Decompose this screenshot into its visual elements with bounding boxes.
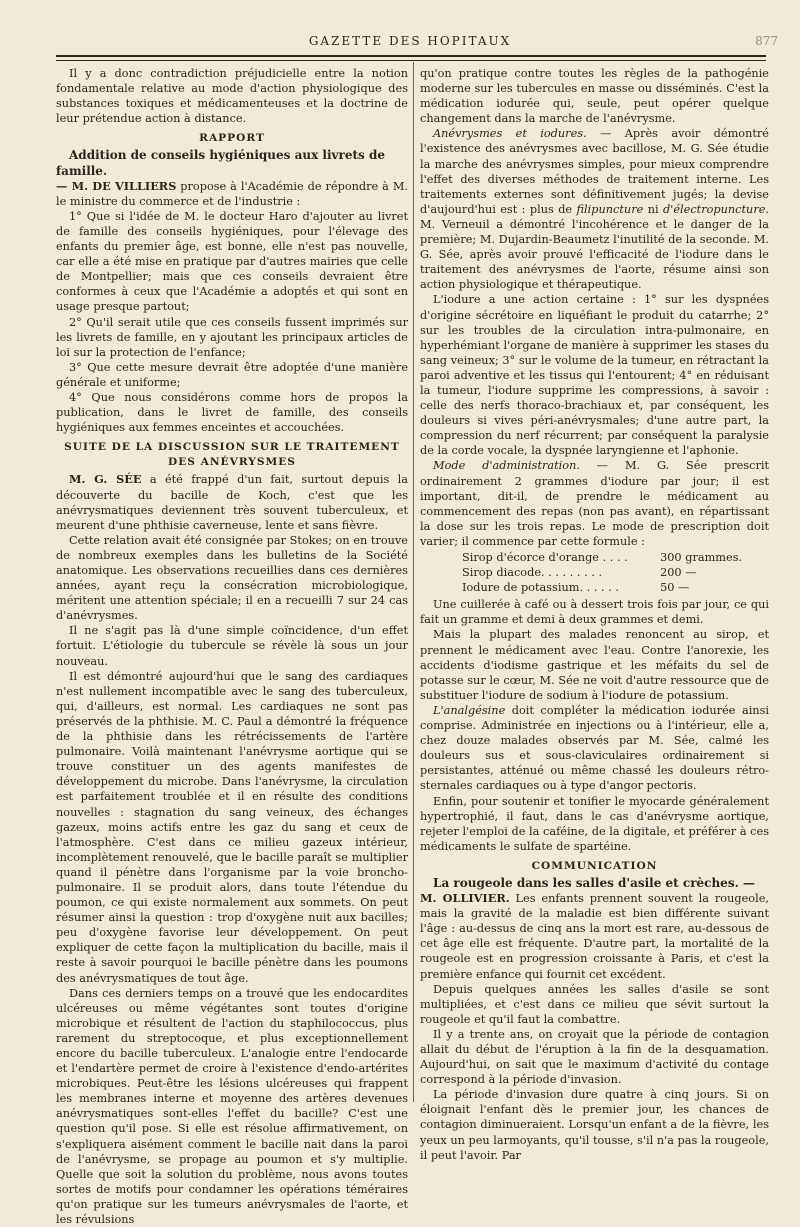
heading-line: DES ANÉVRYSMES xyxy=(168,456,296,469)
paragraph xyxy=(420,458,769,549)
page-header: GAZETTE DES HOPITAUX xyxy=(308,34,512,48)
paragraph-text: ni xyxy=(643,202,663,216)
rapport-intro-text: propose à l'Académie de répondre à M. le ministre du commerce et de l'industrie : xyxy=(56,179,408,208)
formula-row xyxy=(420,565,769,580)
header-rule-thick xyxy=(56,55,766,57)
paragraph xyxy=(420,126,769,292)
paragraph: L'iodure a une action certaine : 1° sur les dyspnées d'origine sécrétoire en liquéfiant le produit du catarrhe; 2° sur les troubles de la circulation intra-pulmonaire, en hyperhémiant l'organe de manière à supprimer les stases du sang veineux; 3° sur le volume de la tumeur, en rétractant la paroi adventive et les tissus qui l'entourent; 4° en réduisant la tumeur, l'iodure supprime les compressions, à savoir : celle des nerfs thoraco-brachiaux et, par conséquent, les douleurs si vives péri-anévrysmales; d'une autre part, la compression du nerf récurrent; par conséquent la paralysie de la corde vocale, la dyspnée laryngienne et l'aphonie. xyxy=(420,293,769,458)
paragraph-text: doit compléter la médication iodurée ainsi comprise. Administrée en injections ou à l'intérieur, elle a, chez douze malades observés par M. Sée, calmé les douleurs sus et sous-claviculaires ordinairement si persistantes, atténué ou même chassé les douleurs rétro-sternales cardiaques ou à type d'angor pectoris. xyxy=(420,703,769,793)
paragraph-text: — Après avoir démontré l'existence des anévrysmes avec bacillose, M. G. Sée étudie la marche des anévrysmes simples, pour mieux comprendre l'effet des diverses méthodes de traitement interne. Les traitements externes sont définitivement jugés; la devise d'aujourd'hui est : plus de xyxy=(420,127,769,216)
list-item: 2° Qu'il serait utile que ces conseils fussent imprimés sur les livrets de famille, en y ajoutant les principaux articles de loi sur la protection de l'enfance; xyxy=(56,315,408,359)
paragraph-text: a été frappé d'un fait, surtout depuis la découverte du bacille de Koch, c'est que les anévrysmatiques deviennent très souvent tuberculeux, et meurent d'une phthisie caverneuse, lente et sans fièvre. xyxy=(56,473,408,532)
paragraph-text: — M. G. Sée prescrit ordinairement 2 grammes d'iodure par jour; il est important, dit-il, de prendre le médicament au commencement des repas (non pas avant), en répartissant la dose sur les trois repas. Le mode de prescription doit varier; il commence par cette formule : xyxy=(420,459,769,548)
paragraph-text: . M. Verneuil a démontré l'incohérence et le danger de la première; M. Dujardin-Beaumetz l'inutilité de la seconde. M. G. Sée, après avoir prouvé l'efficacité de l'iodure dans le traitement des anévrysmes de l'aorte, résume ainsi son action physiologique et thérapeutique. xyxy=(420,202,769,292)
prescription-formula xyxy=(420,550,769,595)
author-name: M. G. SÉE xyxy=(69,472,142,487)
ingredient: Sirop d'écorce d'orange . . . . xyxy=(462,551,628,564)
formula-row xyxy=(420,580,769,595)
paragraph xyxy=(56,472,408,532)
paragraph: La période d'invasion dure quatre à cinq jours. Si on éloignait l'enfant dès le premier jour, les chances de contagion diminueraient. Lorsqu'un enfant a de la fièvre, les yeux un peu larmoyants, qu'il tousse, s'il n'a pas la rougeole, il peut l'avoir. Par xyxy=(420,1088,769,1162)
formula-row xyxy=(420,550,769,565)
paragraph: Il y a trente ans, on croyait que la période de contagion allait du début de l'éruption à la fin de la desquamation. Aujourd'hui, on sait que le maximum d'activité du contage correspond à la période d'invasion. xyxy=(420,1027,769,1087)
author-name: M. OLLIVIER. xyxy=(420,891,510,906)
paragraph: qu'on pratique contre toutes les règles de la pathogénie moderne sur les tubercules en masse ou disséminés. C'est la médication iodurée qui, seule, peut opérer quelque changement dans la marche de l'anévrysme. xyxy=(420,67,769,126)
quantity: 50 — xyxy=(660,581,690,595)
run-in-heading: Mode d'administration. xyxy=(433,459,580,473)
title-dash: — xyxy=(738,875,755,890)
paragraph: Mais la plupart des malades renoncent au sirop, et prennent le médicament avec l'eau. Contre l'anorexie, les accidents d'iodisme gastrique et les méfaits du sel de potasse sur le cœur, M. Sée ne voit d'autre ressource que de substituer l'iodure de sodium à l'iodure de potassium. xyxy=(420,628,769,702)
section-heading-communication: COMMUNICATION xyxy=(531,859,658,872)
header-rule-thin xyxy=(56,60,766,61)
section-heading-rapport: RAPPORT xyxy=(199,132,265,145)
paragraph: Depuis quelques années les salles d'asile se sont multipliées, et c'est dans ce milieu que sévit surtout la rougeole et qu'il faut la combattre. xyxy=(420,982,769,1026)
list-item: 1° Que si l'idée de M. le docteur Haro d'ajouter au livret de famille des conseils hygiéniques, pour l'élevage des enfants du premier âge, est bonne, elle n'est pas nouvelle, car elle a été mise en pratique par d'autres mairies que celle de Montpellier; mais que ces conseils devraient être conformes à ceux que l'Académie a adoptés et qui sont en usage presque partout; xyxy=(56,209,408,314)
paragraph: Cette relation avait été consignée par Stokes; on en trouve de nombreux exemples dans les bulletins de la Société anatomique. Les observations recueillies dans ces dernières années, ayant reçu la consécration microbiologique, méritent une attention spéciale; il en a recueilli 7 sur 24 cas d'anévrysmes. xyxy=(56,533,408,623)
paragraph: Enfin, pour soutenir et tonifier le myocarde généralement hypertrophié, il faut, dans le cas d'anévrysme aortique, rejeter l'emploi de la caféine, de la digitale, et préférer à ces médicaments le sulfate de spartéine. xyxy=(420,794,769,853)
title-text: La rougeole dans les salles d'asile et crèches. xyxy=(433,875,739,890)
italic-term: L'analgésine xyxy=(433,703,506,717)
run-in-heading: Anévrysmes et iodures. xyxy=(433,127,587,141)
rapport-intro xyxy=(56,179,408,209)
italic-term: d'électropuncture xyxy=(663,202,766,216)
paragraph: Il est démontré aujourd'hui que le sang des cardiaques n'est nullement incompatible avec le sang des tuberculeux, qui, d'ailleurs, est normal. Les cardiaques ne sont pas préservés de la phthisie. M. C. Paul a démontré la fréquence de la phthisie dans les rétrécissements de l'artère pulmonaire. Voilà maintenant l'anévrysme aortique qui se trouve constituer un des agents manifestes de développement du microbe. Dans l'anévrysme, la circulation est parfaitement troublée et il en résulte des conditions nouvelles : stagnation du sang veineux, des échanges gazeux, moins actifs entre les gaz du sang et ceux de l'atmosphère. C'est dans ce milieu gazeux intérieur, incomplètement renouvelé, que le bacille paraît se multiplier quand il pénètre dans l'organisme par la voie broncho-pulmonaire. Il se produit alors, dans toute l'étendue du poumon, ce qui existe normalement aux sommets. On peut résumer ainsi la question : trop d'oxygène nuit aux bacilles; peu d'oxygène favorise leur développement. On peut expliquer de cette façon la multiplication du bacille, mais il reste à savoir pourquoi le bacille pénètre dans les poumons des anévrysmatiques de tout âge. xyxy=(56,669,408,985)
paragraph: Dans ces derniers temps on a trouvé que les endocardites ulcéreuses ou même végétantes sont toutes d'origine microbique et résultent de l'action du staphilococcus, plus rarement du streptocoque, et plus exceptionnellement encore du bacille tuberculeux. L'analogie entre l'endocarde et l'endartère permet de croire à l'existence d'endo-artérites microbiques. Peut-être les lésions ulcéreuses qui frappent les membranes interne et moyenne des artères devenues anévrysmatiques sont-elles l'effet du bacille? C'est une question qu'il pose. Si elle est résolue affirmativement, on s'expliquera aisément comment le bacille nait dans la paroi de l'anévrysme, se propage au poumon et s'y multiplie. Quelle que soit la solution du problème, nous avons toutes sortes de motifs pour condamner les opérations téméraires qu'on pratique sur les tumeurs anévrysmales de l'aorte, et les révulsions xyxy=(56,986,408,1227)
paragraph-text: Les enfants prennent souvent la rougeole, mais la gravité de la maladie est bien différente suivant l'âge : au-dessus de cinq ans la mort est rare, au-dessous de cet âge elle est fréquente. D'autre part, la mortalité de la rougeole est en progression croissante à Paris, et c'est la première enfance qui fournit cet excédent. xyxy=(420,892,769,981)
rapport-title: Addition de conseils hygiéniques aux livrets de famille. xyxy=(56,148,385,178)
quantity: 200 — xyxy=(660,566,697,580)
section-heading-suite xyxy=(56,440,408,470)
quantity: 300 grammes. xyxy=(660,551,743,564)
paragraph: Une cuillerée à café ou à dessert trois fois par jour, ce qui fait un gramme et demi à deux grammes et demi. xyxy=(420,598,769,627)
heading-line: SUITE DE LA DISCUSSION SUR LE TRAITEMENT xyxy=(64,441,400,454)
paragraph: Il y a donc contradiction préjudicielle entre la notion fondamentale relative au mode d'action physiologique des substances toxiques et médicamenteuses et la doctrine de leur prétendue action à distance. xyxy=(56,67,408,126)
paragraph xyxy=(420,891,769,982)
author-name: — M. DE VILLIERS xyxy=(56,178,177,193)
paragraph: Il ne s'agit pas là d'une simple coïncidence, d'un effet fortuit. L'étiologie du tubercule se révèle là sous un jour nouveau. xyxy=(56,624,408,668)
list-item: 3° Que cette mesure devrait être adoptée d'une manière générale et uniforme; xyxy=(56,360,408,389)
communication-title xyxy=(420,876,769,891)
column-divider xyxy=(413,62,414,1102)
italic-term: filipuncture xyxy=(576,202,644,216)
right-column xyxy=(420,66,769,1163)
paragraph xyxy=(420,703,769,794)
page-number: 877 xyxy=(755,34,778,48)
ingredient: Sirop diacode. . . . . . . . . xyxy=(462,566,603,580)
ingredient: Iodure de potassium. . . . . . xyxy=(462,581,619,595)
left-column xyxy=(56,66,408,1227)
list-item: 4° Que nous considérons comme hors de propos la publication, dans le livret de famille, des conseils hygiéniques aux femmes enceintes et accouchées. xyxy=(56,390,408,435)
